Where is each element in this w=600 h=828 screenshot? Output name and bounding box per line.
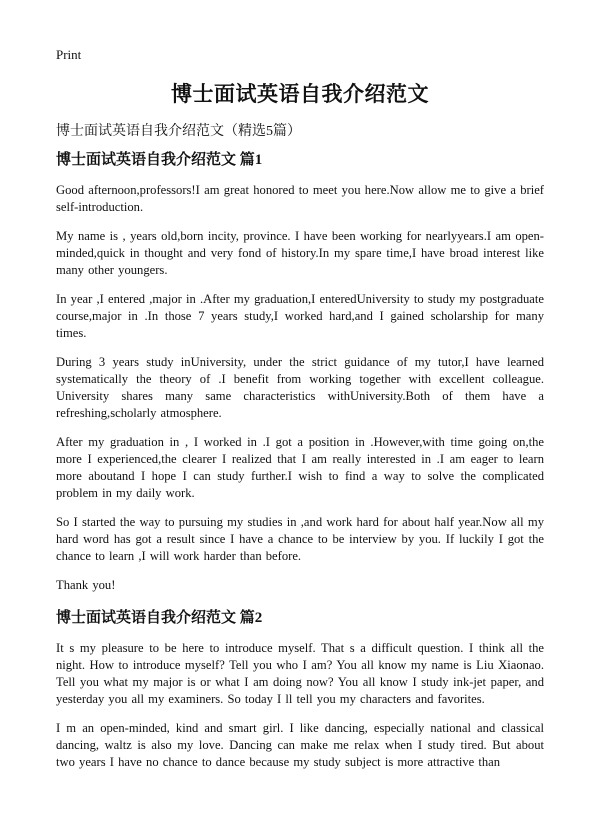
paragraph: My name is , years old,born incity, province. I have been working for nearlyyears.I am open-minded,quick in thought and very fond of history.In my spare time,I have broad interest like many other youngers. [56,229,544,277]
paragraph: I m an open-minded, kind and smart girl. I like dancing, especially national and classical dancing, waltz is also my love. Dancing can make me relax when I study tired. But about two years I have no chance to dance because my study subject is more attractive than [56,721,544,769]
print-label: Print [56,47,82,62]
paragraph: During 3 years study inUniversity, under the strict guidance of my tutor,I have learned systematically the theory of .I benefit from working together with excellent colleague. University shares many same characteristics withUniversity.Both of them have a refreshing,scholarly atmosphere. [56,355,544,420]
paragraph: Thank you! [56,578,116,592]
paragraph: In year ,I entered ,major in .After my graduation,I enteredUniversity to study my postgraduate course,major in .In those 7 years study,I worked hard,and I gained scholarship for many times. [56,292,544,340]
page-subtitle: 博士面试英语自我介绍范文（精选5篇） [56,124,301,139]
section-heading: 博士面试英语自我介绍范文 篇1 [56,152,263,168]
document-body [56,150,544,783]
paragraph: It s my pleasure to be here to introduce myself. That s a difficult question. I think all the night. How to introduce myself? Tell you who I am? You all know my name is Liu Xiaonao. Tell you what my major is or what I am doing now? You all know I study ink-jet paper, and yesterday you all my examiners. So today I ll tell you my characters and favorites. [56,641,544,706]
section-2 [56,608,544,771]
paragraph: After my graduation in , I worked in .I got a position in .However,with time going on,the more I experienced,the clearer I realized that I am really interested in .I am eager to learn more aboutand I hope I can study further.I wish to find a way to solve the complicated problem in my daily work. [56,435,544,500]
paragraph: Good afternoon,professors!I am great honored to meet you here.Now allow me to give a brief self-introduction. [56,183,544,214]
paragraph: So I started the way to pursuing my studies in ,and work hard for about half year.Now all my hard word has got a result since I have a chance to be interview by you. If luckily I got the chance to learn ,I will work harder than before. [56,515,544,563]
page-title: 博士面试英语自我介绍范文 [171,82,429,106]
section-heading: 博士面试英语自我介绍范文 篇2 [56,610,263,626]
section-1 [56,150,544,594]
